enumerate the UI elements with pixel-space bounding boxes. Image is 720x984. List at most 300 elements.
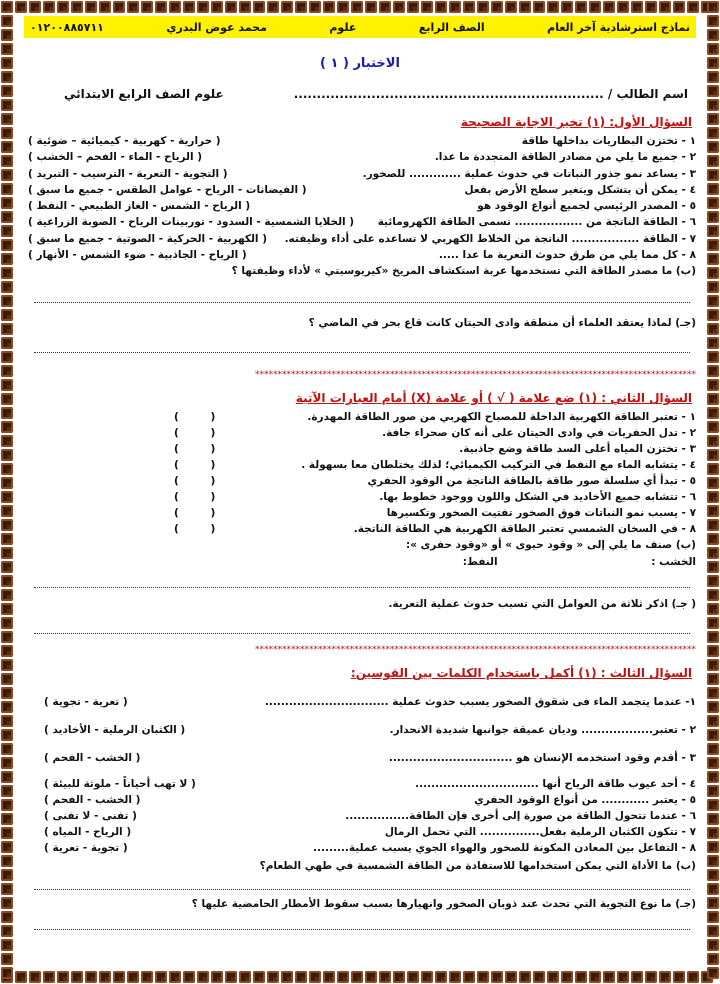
border-tile [707,393,719,405]
border-tile [1,575,13,587]
q1-item-text: ٥ - المصدر الرئيسي لجميع أنواع الوقود هو [477,200,696,213]
header-bar [24,16,696,38]
border-tile [155,1,167,13]
border-tile [141,1,153,13]
border-tile [71,1,83,13]
border-tile [1,533,13,545]
border-tile [197,971,209,983]
border-tile [707,631,719,643]
border-tile [15,1,27,13]
border-tile [575,971,587,983]
border-tile [1,855,13,867]
border-tile [365,1,377,13]
border-tile [29,971,41,983]
decorative-border-right [706,0,720,984]
border-tile [707,589,719,601]
border-tile [707,743,719,755]
border-tile [169,971,181,983]
border-tile [589,971,601,983]
border-tile [505,1,517,13]
student-row [64,87,688,101]
border-tile [463,971,475,983]
q3-item [24,794,696,806]
border-tile [533,1,545,13]
border-tile [645,971,657,983]
q2-item-text: ٣ - تختزن المياه أعلى السد طاقة وضع جاذبية. [459,443,696,456]
border-tile [43,1,55,13]
q3-item-text: ١- عندما يتجمد الماء فى شقوق الصخور يسبب حدوث عملية ............................... [264,696,696,709]
border-tile [1,883,13,895]
border-tile [1,127,13,139]
border-tile [491,1,503,13]
border-tile [707,99,719,111]
border-tile [99,971,111,983]
border-tile [1,211,13,223]
border-tile [707,519,719,531]
border-tile [1,561,13,573]
q1-item-options: ( الرياح - الشمس - الغاز الطبيعي - النفط ) [28,200,251,213]
border-tile [1,939,13,951]
border-tile [323,971,335,983]
q2-item [24,505,696,521]
border-tile [1,813,13,825]
q3-b: (ب) ما الأداة التي يمكن استخدامها للاستفادة من الطاقة الشمسية في طهي الطعام؟ [259,860,696,873]
border-tile [707,827,719,839]
q1-c: (جـ) لماذا يعتقد العلماء أن منطقة وادى الحيتان كانت قاع بحر في الماضي ؟ [308,317,696,330]
border-tile [631,1,643,13]
border-tile [707,883,719,895]
answer-line[interactable] [34,877,690,890]
q2-item-text: ٥ - تبدأ أي سلسلة صور طاقة بالطاقة الناتجة من الوقود الحفري [367,475,696,488]
border-tile [707,603,719,615]
border-tile [1,659,13,671]
border-tile [337,1,349,13]
border-tile [1,197,13,209]
border-tile [1,1,13,13]
border-tile [575,1,587,13]
border-tile [1,491,13,503]
border-tile [239,1,251,13]
q1-item-options: ( الفيضانات - الرياح - عوامل الطقس - جميع ما سبق ) [28,183,307,196]
q3-list [24,696,696,854]
q3-item [24,724,696,736]
border-tile [43,971,55,983]
border-tile [707,1,719,13]
answer-line[interactable] [34,290,690,303]
q2-item [24,425,696,441]
border-tile [281,971,293,983]
q1-item-text: ٧ - الطاقة ................. الناتجة من الخلاط الكهربي لا تساعده على أداء وظيفته. [284,232,696,245]
q3-item-options: ( الرياح - المياه ) [44,826,132,839]
q1-item [24,198,696,214]
border-tile [707,799,719,811]
border-tile [463,1,475,13]
border-tile [631,971,643,983]
border-tile [1,617,13,629]
border-tile [169,1,181,13]
answer-line[interactable] [34,340,690,353]
border-tile [1,253,13,265]
border-tile [707,617,719,629]
q3-item-options: ( الخشب - الفحم ) [44,752,141,765]
border-tile [1,183,13,195]
border-tile [561,1,573,13]
border-tile [1,351,13,363]
border-tile [309,971,321,983]
q3-item-text: ٧ - تتكون الكثبان الرملية بفعل............... التي تحمل الرمال [384,826,696,839]
border-tile [1,785,13,797]
q3-item-text: ٢ - تعتبر.................. وديان عميقة جوانبها شديدة الانحدار. [389,724,696,737]
q3-item-options: ( لا تهب أحياناً - ملوثة للبيئة ) [44,778,196,791]
border-tile [1,729,13,741]
border-tile [225,1,237,13]
q1-item-text: ١ - تختزن البطاريات بداخلها طاقة [521,135,696,147]
border-tile [211,1,223,13]
border-tile [1,869,13,881]
q1-item [24,182,696,198]
border-tile [71,971,83,983]
q2-item-text: ٢ - تدل الحفريات في وادى الحيتان على أنه كان صحراء جافة. [382,427,696,440]
student-name-label: اسم الطالب / .................................................................... [293,87,688,101]
border-tile [477,971,489,983]
border-tile [707,771,719,783]
q2-item-text: ٤ - يتشابه الماء مع النفط في التركيب الكيميائي؛ لذلك يختلطان معا بسهولة . [301,459,696,472]
border-tile [707,43,719,55]
header-author: محمد عوض البدري [166,20,267,34]
border-tile [707,407,719,419]
border-tile [1,365,13,377]
border-tile [1,953,13,965]
border-tile [707,197,719,209]
border-tile [603,1,615,13]
q1-item-text: ٣ - يساعد نمو جذور النباتات في حدوث عملية ............. للصخور. [362,167,696,180]
border-tile [707,155,719,167]
q1-item [24,247,696,263]
border-tile [707,295,719,307]
border-tile [707,267,719,279]
border-tile [295,1,307,13]
q1-item-text: ٨ - كل مما يلي من طرق حدوث التعرية ما عدا ..... [438,249,696,262]
answer-parenthesis[interactable]: ( ) [174,443,230,456]
border-tile [707,421,719,433]
border-tile [707,911,719,923]
border-tile [707,309,719,321]
border-tile [707,85,719,97]
border-tile [421,971,433,983]
q2-item-text: ٧ - يسبب نمو النباتات فوق الصخور تفتيت الصخور وتكسيرها [386,507,696,520]
q2-item-text: ٦ - تتشابه جميع الأخاديد في الشكل واللون ووجود خطوط بها. [379,491,696,504]
answer-parenthesis[interactable]: ( ) [174,507,230,520]
border-tile [707,225,719,237]
border-tile [281,1,293,13]
border-tile [1,113,13,125]
header-subject: علوم [329,20,357,34]
q1-item-options: ( الرياح - الماء - الفحم – الخشب ) [28,151,203,164]
answer-line[interactable] [34,575,690,588]
border-tile [707,449,719,461]
border-tile [707,953,719,965]
border-tile [1,295,13,307]
border-tile [449,971,461,983]
border-tile [323,1,335,13]
border-tile [687,1,699,13]
border-tile [1,463,13,475]
q1-item [24,231,696,247]
border-tile [1,967,13,979]
exam-title: الاختبار ( ١ ) [320,56,400,71]
border-tile [57,1,69,13]
border-tile [707,253,719,265]
border-tile [225,971,237,983]
header-label: نماذج استرشادية آخر العام [547,20,690,34]
border-tile [1,505,13,517]
border-tile [707,855,719,867]
border-tile [707,701,719,713]
q1-item [24,149,696,165]
border-tile [1,435,13,447]
border-tile [687,971,699,983]
border-tile [707,967,719,979]
q1-item [24,214,696,230]
q1-item-options: ( الخلايا الشمسية - السدود - توربينات الرياح - الصوبة الزراعية ) [28,216,355,229]
q1-item-text: ٦ - الطاقة الناتجة من ................. تسمى الطاقة الكهرومائية [377,216,696,229]
q2-b1: الخشب : [651,556,696,569]
answer-line[interactable] [34,621,690,634]
border-tile [673,971,685,983]
border-tile [309,1,321,13]
border-tile [85,971,97,983]
q2-b: (ب) صنف ما يلي إلى « وقود حيوى » أو «وقود حفرى »: [406,539,696,552]
border-tile [707,281,719,293]
border-tile [707,757,719,769]
border-tile [449,1,461,13]
answer-parenthesis[interactable]: ( ) [174,411,230,424]
q3-item-options: ( تفنى - لا تفنى ) [44,810,137,823]
border-tile [1,715,13,727]
answer-parenthesis[interactable]: ( ) [174,427,230,440]
exam-content [24,16,696,968]
q1-item-text: ٢ - جميع ما يلي من مصادر الطاقة المتجددة ما عدا. [434,151,696,164]
border-tile [707,505,719,517]
q2-item [24,409,696,425]
border-tile [707,183,719,195]
border-tile [1,897,13,909]
border-tile [1,589,13,601]
q3-item [24,810,696,822]
q1-item-options: ( حرارية - كهربية - كيميائية – ضوئية ) [28,135,221,147]
q3-item [24,778,696,790]
border-tile [1,281,13,293]
border-tile [1,29,13,41]
border-tile [707,813,719,825]
border-tile [589,1,601,13]
border-tile [351,971,363,983]
q2-b-row [24,554,696,571]
border-tile [1,99,13,111]
border-tile [707,71,719,83]
border-tile [113,1,125,13]
border-tile [707,239,719,251]
border-tile [1,827,13,839]
header-grade: الصف الرابع [418,20,485,34]
q1-item [24,166,696,182]
border-tile [519,971,531,983]
subject-grade-label: علوم الصف الرابع الابتدائي [64,87,224,101]
border-tile [351,1,363,13]
q2-b2: النفط: [462,556,498,569]
q2-item-text: ١ - تعتبر الطاقة الكهربية الداخلة للمصباح الكهربي من صور الطاقة المهدرة. [307,411,696,424]
separator: ************************************************************************************************** [255,645,696,656]
header-phone: ٠١٢٠٠٨٨٥٧١١ [30,20,104,34]
border-tile [1,393,13,405]
q3-item-options: ( تعرية - تجوية ) [44,696,128,709]
border-tile [1,337,13,349]
q2-c: ( جـ) اذكر ثلاثة من العوامل التي تسبب حدوث عملية التعرية. [388,598,696,611]
border-tile [707,15,719,27]
q3-item-text: ٨ - التفاعل بين المعادن المكونة للصخور والهواء الجوي يسبب عملية......... [313,842,696,855]
border-tile [1,43,13,55]
decorative-border-left [0,0,14,984]
q3-item-options: ( تجوية - تعرية ) [44,842,128,855]
border-tile [1,743,13,755]
border-tile [197,1,209,13]
answer-parenthesis[interactable]: ( ) [174,523,230,536]
border-tile [127,971,139,983]
q1-b: (ب) ما مصدر الطاقة التي تستخدمها عربة استكشاف المريخ «كيريوسيتي » لأداء وظيفتها ؟ [231,265,696,278]
border-tile [707,715,719,727]
q2-item [24,473,696,489]
answer-line[interactable] [34,917,690,930]
border-tile [533,971,545,983]
border-tile [707,57,719,69]
q3-item [24,842,696,854]
q3-title: السؤال الثالث : (١) أكمل باستخدام الكلمات بين القوسين: [350,666,692,681]
q1-title: السؤال الأول: (١) تخير الاجابة الصحيحة [460,115,692,129]
border-tile [1,141,13,153]
border-tile [707,547,719,559]
border-tile [707,127,719,139]
border-tile [707,561,719,573]
border-tile [1,309,13,321]
q3-c: (جـ) ما نوع التجوية التي تحدث عند ذوبان الصخور وانهيارها بسبب سقوط الأمطار الحامضية عليها ؟ [191,898,696,911]
border-tile [85,1,97,13]
border-tile [659,971,671,983]
border-tile [1,799,13,811]
border-tile [435,1,447,13]
border-tile [707,925,719,937]
border-tile [407,1,419,13]
border-tile [707,645,719,657]
border-tile [707,687,719,699]
q3-item-options: ( الكثبان الرملية - الأخاديد ) [44,724,186,737]
border-tile [707,113,719,125]
border-tile [1,57,13,69]
border-tile [1,631,13,643]
border-tile [1,757,13,769]
q2-title: السؤال الثاني : (١) ضع علامة ( √ ) أو علامة (X) أمام العبارات الآتية [295,391,692,406]
border-tile [707,729,719,741]
q1-item-options: ( الكهربية - الحركية - الصوتية - جميع ما سبق ) [28,232,267,245]
border-tile [659,1,671,13]
border-tile [707,785,719,797]
q2-item [24,521,696,537]
border-tile [155,971,167,983]
border-tile [1,687,13,699]
border-tile [253,971,265,983]
border-tile [707,491,719,503]
answer-parenthesis[interactable]: ( ) [174,475,230,488]
border-tile [1,267,13,279]
border-tile [1,477,13,489]
border-tile [253,1,265,13]
border-tile [707,897,719,909]
border-tile [183,1,195,13]
border-tile [1,239,13,251]
border-tile [617,1,629,13]
border-tile [393,1,405,13]
q3-item-options: ( الخشب - الفحم ) [44,794,141,807]
q3-item-text: ٦ - عندما تتحول الطاقة من صورة إلى أخرى فإن الطاقة................ [345,810,696,823]
border-tile [1,85,13,97]
border-tile [1,169,13,181]
border-tile [421,1,433,13]
border-tile [707,29,719,41]
border-tile [707,323,719,335]
border-tile [707,379,719,391]
border-tile [707,575,719,587]
border-tile [435,971,447,983]
border-tile [547,971,559,983]
border-tile [1,771,13,783]
border-tile [407,971,419,983]
border-tile [1,911,13,923]
q2-list [24,409,696,537]
border-tile [707,435,719,447]
border-tile [707,841,719,853]
border-tile [183,971,195,983]
decorative-border-bottom [0,970,720,984]
border-tile [127,1,139,13]
border-tile [707,365,719,377]
q1-item-options: ( التجوية - التعرية - الترسيب - التبريد ) [28,167,228,180]
border-tile [267,971,279,983]
q3-item [24,752,696,764]
border-tile [1,519,13,531]
q1-item [24,133,696,149]
border-tile [617,971,629,983]
border-tile [1,547,13,559]
border-tile [1,155,13,167]
border-tile [707,869,719,881]
border-tile [1,673,13,685]
answer-parenthesis[interactable]: ( ) [174,459,230,472]
border-tile [1,323,13,335]
border-tile [1,925,13,937]
border-tile [267,1,279,13]
border-tile [645,1,657,13]
answer-parenthesis[interactable]: ( ) [174,491,230,504]
border-tile [1,841,13,853]
border-tile [337,971,349,983]
border-tile [239,971,251,983]
q3-item [24,826,696,838]
border-tile [1,603,13,615]
border-tile [1,71,13,83]
q3-item [24,696,696,708]
border-tile [707,939,719,951]
q2-item [24,457,696,473]
border-tile [477,1,489,13]
